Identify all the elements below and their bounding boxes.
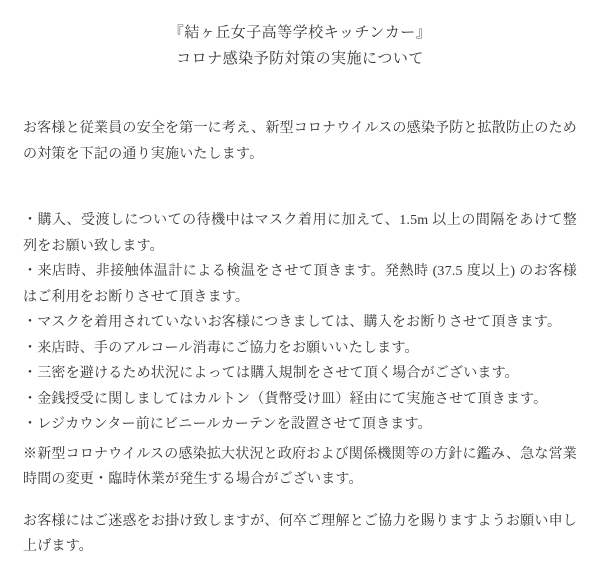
document-header	[23, 21, 577, 72]
measure-item-vinyl-curtain: ・レジカウンター前にビニールカーテンを設置させて頂きます。	[23, 417, 432, 432]
document-title: 『結ヶ丘女子高等学校キッチンカー』	[168, 25, 432, 41]
note-paragraph: ※新型コロナウイルスの感染拡大状況と政府および関係機関等の方針に鑑み、急な営業時間の変更・臨時休業が発生する場合がございます。	[23, 446, 577, 487]
document-subtitle: コロナ感染予防対策の実施について	[176, 50, 424, 67]
intro-paragraph: お客様と従業員の安全を第一に考え、新型コロナウイルスの感染予防と拡散防止のための対策を下記の通り実施いたします。	[23, 121, 577, 162]
measure-item-cash-tray: ・金銭授受に関しましてはカルトン（貨幣受け皿）経由にて実施させて頂きます。	[23, 391, 548, 407]
measure-item-queue-spacing: ・購入、受渡しについての待機中はマスク着用に加えて、1.5m 以上の間隔をあけて整列をお願い致します。	[23, 213, 577, 254]
closing-paragraph: お客様にはご迷惑をお掛け致しますが、何卒ご理解とご協力を賜りますようお願い申し上げます。	[23, 513, 577, 554]
measure-item-mask-required: ・マスクを着用されていないお客様につきましては、購入をお断りさせて頂きます。	[23, 315, 562, 330]
measure-item-hand-sanitizer: ・来店時、手のアルコール消毒にご協力をお願いいたします。	[23, 340, 419, 356]
measure-item-temperature-check: ・来店時、非接触体温計による検温をさせて頂きます。発熱時 (37.5 度以上) のお客様はご利用をお断りさせて頂きます。	[23, 264, 577, 305]
measures-list	[23, 208, 577, 438]
measure-item-purchase-limit: ・三密を避けるため状況によっては購入規制をさせて頂く場合がございます。	[23, 366, 519, 381]
